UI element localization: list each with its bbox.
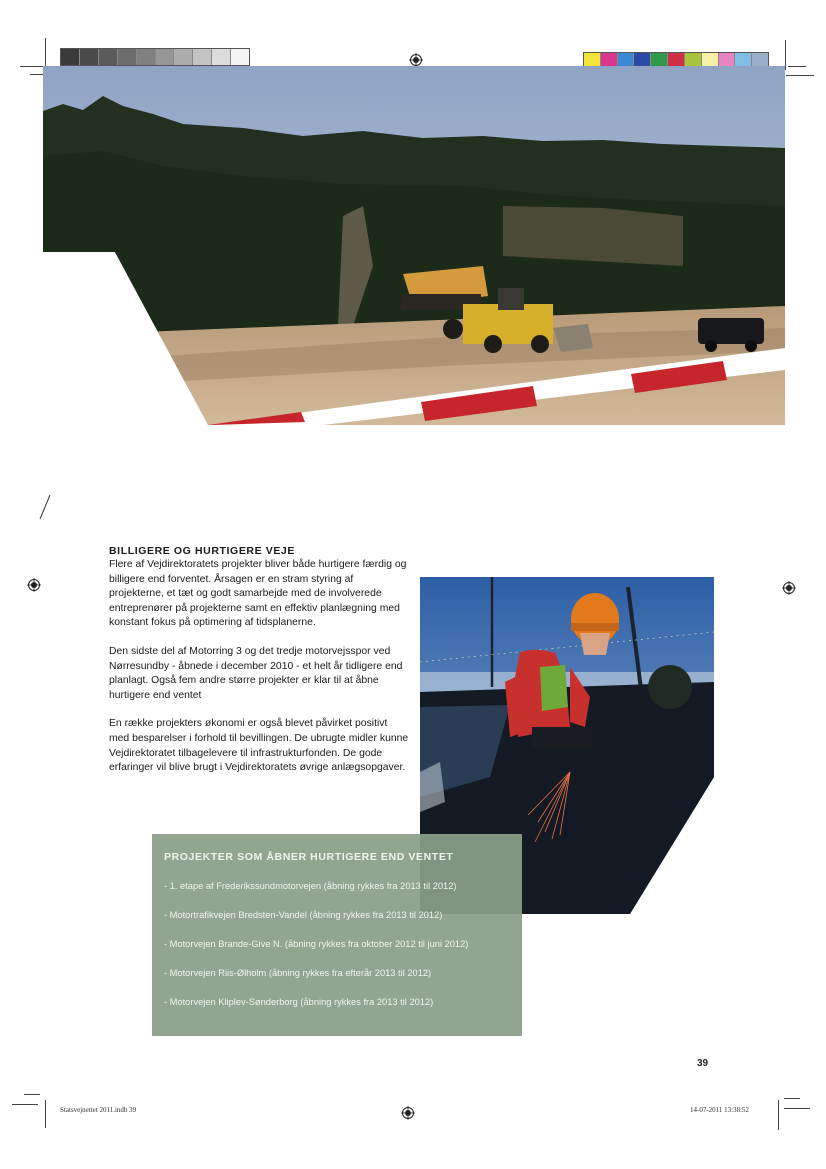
calibration-swatch <box>231 49 249 65</box>
project-list-item: - 1. etape af Frederikssundmotorvejen (åbning rykkes fra 2013 til 2012) <box>164 881 457 891</box>
construction-site-photo <box>43 66 785 425</box>
project-list-item: - Motorvejen Kliplev-Sønderborg (åbning rykkes fra 2013 til 2012) <box>164 997 434 1007</box>
crop-mark <box>24 1094 40 1095</box>
registration-mark-icon <box>27 578 41 592</box>
crop-mark <box>785 40 786 70</box>
article-paragraph: Flere af Vejdirektoratets projekter bliver både hurtigere færdig og billigere end forventet. Årsagen er en stram styring af projekterne, et tæt og godt samarbejde med de involverede entreprenører på projekterne samt en effektiv planlægning med konstant fokus på optimering af tidsplanerne. <box>109 559 407 629</box>
projects-box-title: PROJEKTER SOM ÅBNER HURTIGERE END VENTET <box>164 851 454 863</box>
print-slug-timestamp: 14-07-2011 13:38:52 <box>690 1106 750 1114</box>
crop-mark <box>784 1098 800 1099</box>
calibration-swatch <box>193 49 212 65</box>
calibration-swatch <box>118 49 137 65</box>
projects-box <box>152 834 522 1036</box>
calibration-swatch <box>61 49 80 65</box>
crop-mark <box>45 38 46 68</box>
article-paragraph: En række projekters økonomi er også blevet påvirket positivt med besparelser i forhold til bevillingen. De ubrugte midler kunne Vejdirektoratet tilbagelevere til infrastrukturfonden. De gode erfaringer vil blive brugt i Vejdirektoratets øvrige anlægsopgaver. <box>109 718 409 774</box>
crop-mark <box>784 1108 810 1109</box>
print-slug-file: Statsvejnettet 2011.indb 39 <box>60 1106 137 1114</box>
calibration-swatch <box>137 49 156 65</box>
crop-mark <box>786 75 814 76</box>
registration-mark-icon <box>401 1106 415 1120</box>
crop-mark <box>12 1104 38 1105</box>
page-number: 39 <box>697 1058 709 1069</box>
article-paragraph: Den sidste del af Motorring 3 og det tredje motorvejsspor ved Nørresundby - åbnede i december 2010 - et helt år tidligere end planlagt. Også fem andre større projekter er klar til at åbne hurtigere end ventet <box>109 645 403 701</box>
crop-mark <box>778 1100 779 1130</box>
project-list-item: - Motortrafikvejen Bredsten-Vandel (åbning rykkes fra 2013 til 2012) <box>164 910 443 920</box>
article-heading: BILLIGERE OG HURTIGERE VEJE <box>109 545 295 557</box>
crop-mark <box>788 66 806 67</box>
article <box>109 545 409 790</box>
crop-mark <box>45 1100 46 1128</box>
calibration-swatch <box>174 49 193 65</box>
crop-mark <box>20 66 44 67</box>
gray-calibration-strip <box>60 48 250 66</box>
project-list-item: - Motorvejen Riis-Ølholm (åbning rykkes fra efterår 2013 til 2012) <box>164 968 432 978</box>
calibration-swatch <box>212 49 231 65</box>
registration-mark-icon <box>409 53 423 67</box>
project-list-item: - Motorvejen Brande-Give N. (åbning rykkes fra oktober 2012 til juni 2012) <box>164 939 469 949</box>
calibration-swatch <box>99 49 118 65</box>
pencil-stroke-mark <box>38 494 52 520</box>
registration-mark-icon <box>782 581 796 595</box>
calibration-swatch <box>80 49 99 65</box>
calibration-swatch <box>156 49 175 65</box>
